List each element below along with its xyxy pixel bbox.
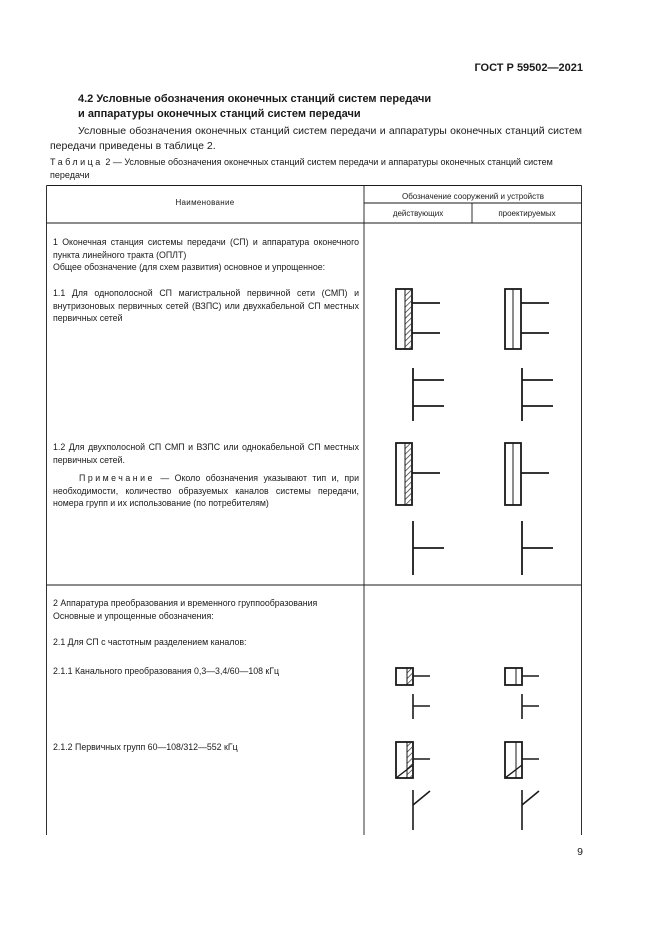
section-heading-line-1: 4.2 Условные обозначения оконечных станций систем передачи — [78, 93, 432, 105]
symbol-2-1-2-projected — [505, 742, 539, 778]
row-1-text — [53, 236, 359, 274]
symbol-2-1-2-existing-simplified — [413, 790, 430, 830]
symbol-2-1-1-projected — [505, 668, 539, 685]
column-header-projected: проектируемых — [498, 209, 556, 218]
row-2-1-2-text: 2.1.2 Первичных групп 60—108/312—552 кГц — [53, 742, 238, 752]
row-2-1-text: 2.1 Для СП с частотным разделением каналов: — [53, 637, 247, 647]
symbol-2-1-1-existing-simplified — [413, 694, 430, 719]
section-heading-line-2: и аппаратуры оконечных станций систем передачи — [78, 108, 361, 120]
table-caption-text: 2 — Условные обозначения оконечных станций систем передачи и аппаратуры оконечных станций систем передачи — [50, 157, 553, 180]
row-1-2-note — [53, 472, 359, 510]
row-1-title: 1 Оконечная станция системы передачи (СП) и аппаратура оконечного пункта линейного тракта (ОПЛТ) — [53, 237, 359, 260]
table-grid — [47, 186, 582, 836]
row-2-text — [53, 597, 359, 622]
column-header-name: Наименование — [175, 198, 235, 207]
symbol-1-1-existing-simplified — [413, 368, 444, 421]
note-label: Примечание — [79, 473, 155, 483]
section-paragraph: Условные обозначения оконечных станций систем передачи и аппаратуры оконечных станций систем передачи приведены в таблице 2. — [50, 125, 582, 152]
symbol-1-1-projected-simplified — [522, 368, 553, 421]
row-1-2-text: 1.2 Для двухполосной СП СМП и ВЗПС или однокабельной СП местных первичных сетей. — [53, 442, 359, 465]
symbol-2-1-2-projected-simplified — [522, 790, 539, 830]
section-heading — [78, 92, 578, 122]
column-header-group: Обозначение сооружений и устройств — [401, 192, 545, 201]
table-caption-label: Таблица — [50, 157, 103, 167]
table-caption — [50, 156, 582, 182]
symbol-1-2-projected — [505, 443, 549, 505]
table-drawing — [46, 185, 582, 835]
row-1-general: Общее обозначение (для схем развития) основное и упрощенное: — [53, 262, 326, 272]
page-number: 9 — [577, 846, 583, 858]
symbol-2-1-1-existing — [396, 668, 430, 685]
column-header-existing: действующих — [392, 209, 444, 218]
symbol-1-2-existing-simplified — [413, 521, 444, 575]
symbol-2-1-1-projected-simplified — [522, 694, 539, 719]
row-2-1-1-text: 2.1.1 Канального преобразования 0,3—3,4/60—108 кГц — [53, 666, 280, 676]
row-1-1-text: 1.1 Для однополосной СП магистральной первичной сети (СМП) и внутризоновых первичных сетей (ВЗПС) или двухкабельной СП местных первичных сетей — [53, 288, 359, 323]
symbols-table — [46, 185, 582, 835]
row-2-title: 2 Аппаратура преобразования и временного группообразования — [53, 598, 318, 608]
row-2-subtitle: Основные и упрощенные обозначения: — [53, 610, 214, 621]
symbol-1-1-projected — [505, 289, 549, 349]
symbol-1-2-existing — [396, 443, 440, 505]
symbol-1-1-existing — [396, 289, 440, 349]
symbol-1-2-projected-simplified — [522, 521, 553, 575]
note-text: — Около обозначения указывают тип и, при необходимости, количество образуемых каналов системы передачи, номера групп и их использование (по потребителям) — [53, 473, 359, 508]
document-code: ГОСТ Р 59502—2021 — [474, 62, 583, 74]
symbol-2-1-2-existing — [396, 742, 430, 778]
